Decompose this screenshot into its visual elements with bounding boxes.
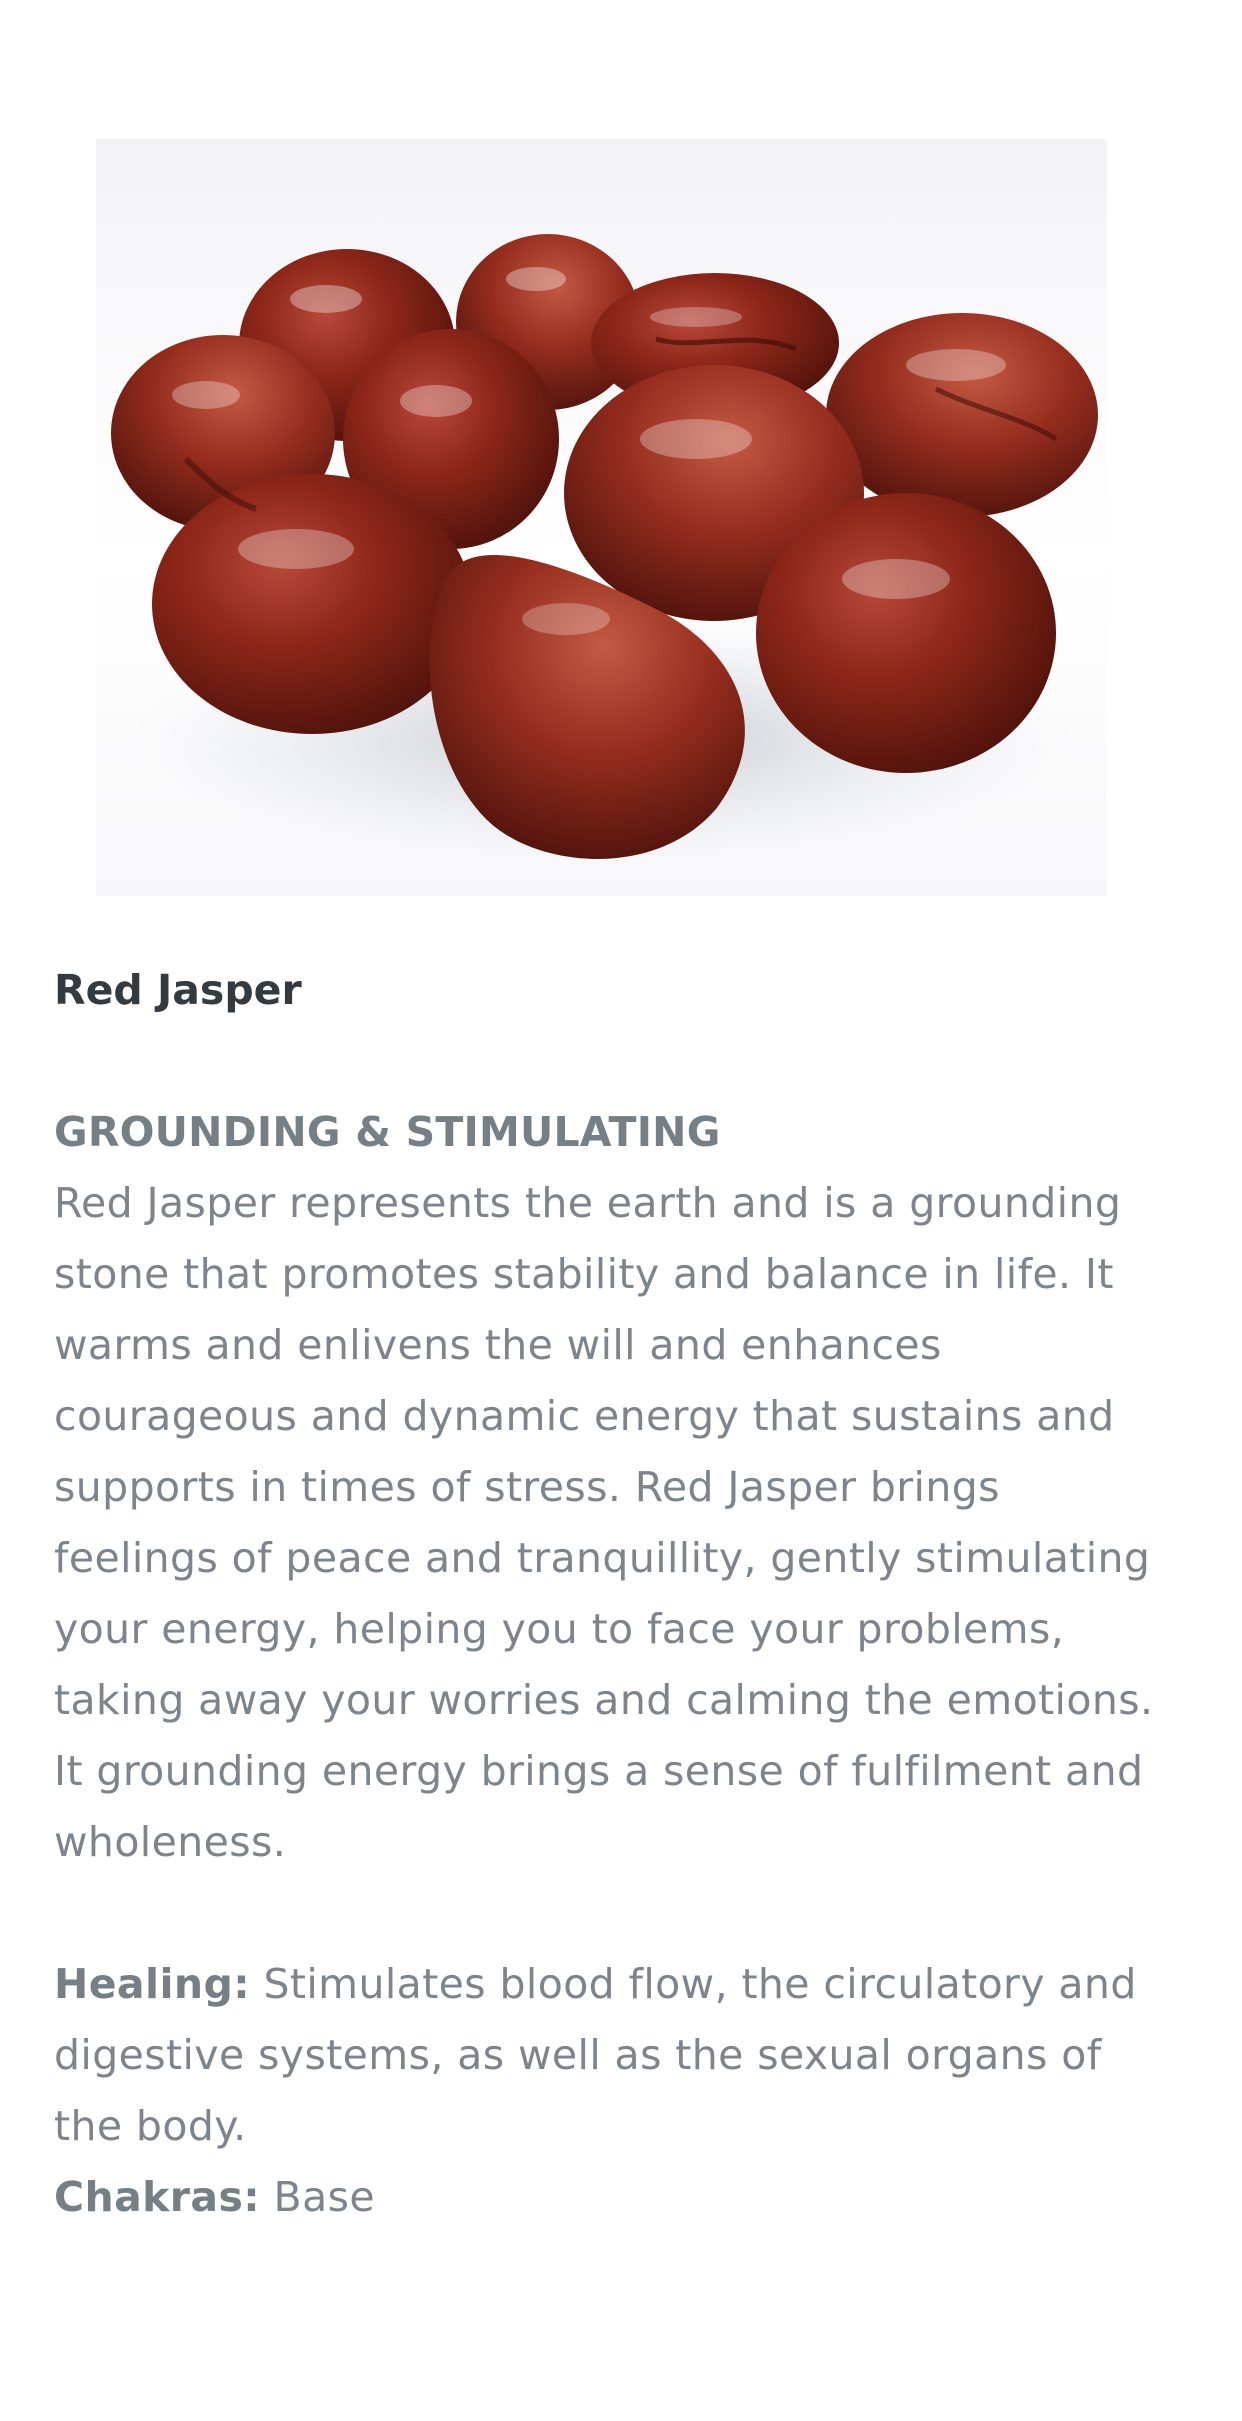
chakras-value: Base [273,2173,375,2221]
chakras-label: Chakras: [54,2173,261,2221]
healing-detail [54,1949,1174,2162]
stone-name: Red Jasper [54,966,302,1014]
healing-label: Healing: [54,1960,251,2008]
section-subheading: GROUNDING & STIMULATING [54,1108,721,1156]
stone-description: Red Jasper represents the earth and is a grounding stone that promotes stability and balance in life. It warms and enlivens the will and enhances courageous and dynamic energy that sustains and supports in times of stress. Red Jasper brings feelings of peace and tranquillity, gently stimulating your energy, helping you to face your problems, taking away your worries and calming the emotions. It grounding energy brings a sense of fulfilment and wholeness. [54,1179,1154,1866]
spacer [54,1878,1174,1949]
red-jasper-stones-icon [96,139,1107,896]
healing-value: Stimulates blood flow, the circulatory and digestive systems, as well as the sexual organs of the body. [54,1960,1137,2150]
spacer [54,1026,1174,1097]
product-image [96,139,1107,896]
product-info [54,955,1174,2233]
chakras-detail [54,2162,1174,2233]
